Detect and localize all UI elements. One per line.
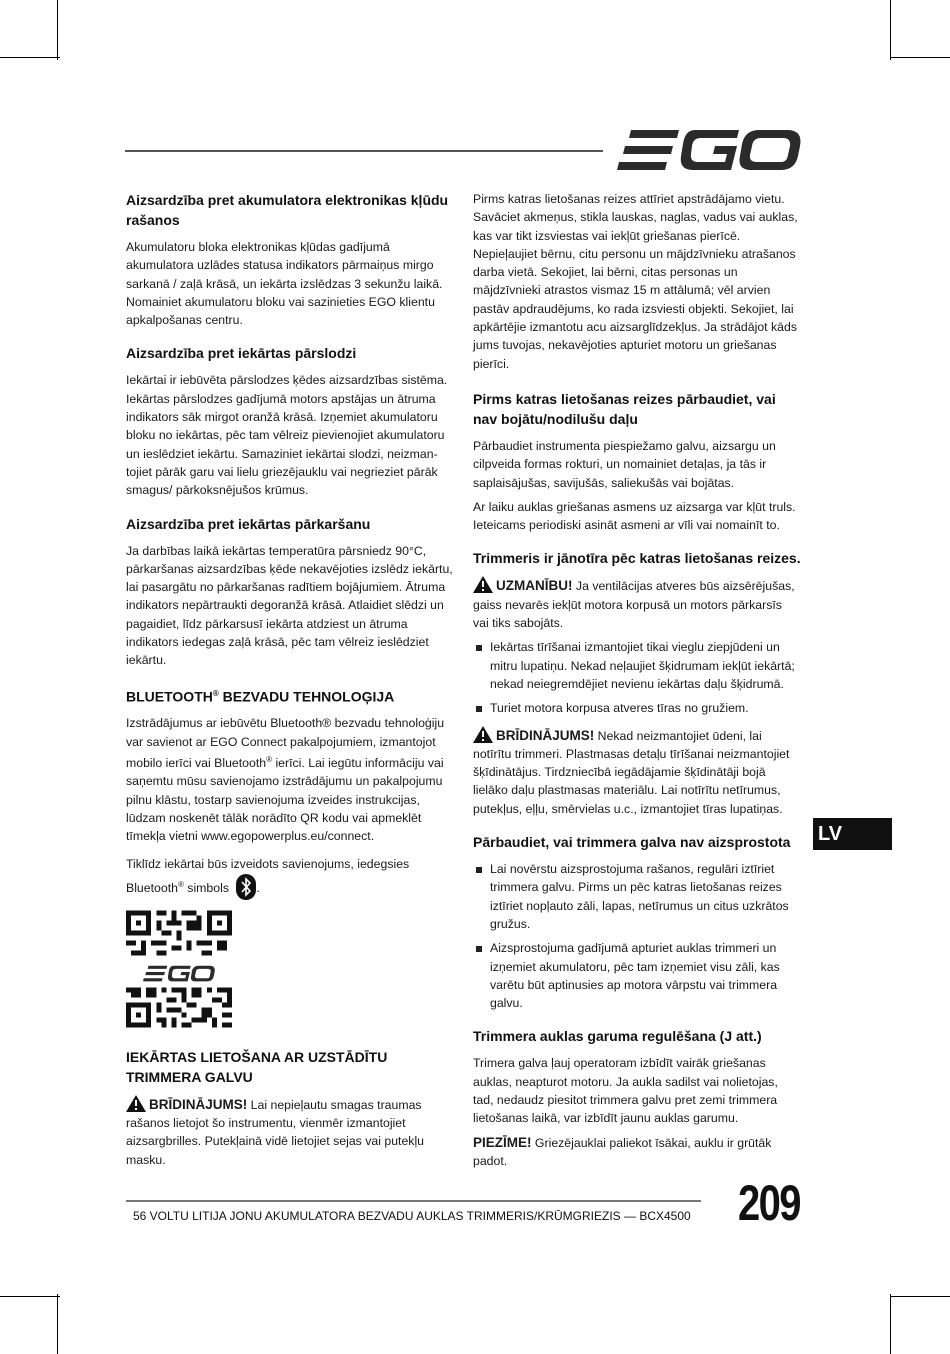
header-rule xyxy=(125,150,603,152)
page-number: 209 xyxy=(738,1175,800,1231)
section-title: Aizsardzība pret akumulatora elektronikas kļūdu rašanos xyxy=(126,192,449,228)
crop-mark xyxy=(0,1296,60,1297)
ego-logo xyxy=(617,128,801,174)
paragraph: Iekārtai ir iebūvēta pārslodzes ķēdes aizsardzības sistēma. Iekārtas pārslodzes gadījumā motors apstājas un ātruma indikators sāk mirgot oranžā krāsā. Izņemiet akumulatoru bloku no iekārtas, pēc tam vēlreiz pievienojiet akumulatoru un ieslēdziet iekārtu. Samaziniet iekārtai slodzi, neizman-tojiet pārāk garu vai lielu griezējauklu vai negrieziet pārāk smagus/ pārkoksnējušos krūmus. xyxy=(126,373,448,498)
paragraph: Pirms katras lietošanas reizes attīriet apstrādājamo vietu. Savāciet akmeņus, stikla lauskas, naglas, vadus vai auklas, kas var tikt izsviestas vai iekļūt griešanas pierīcē. Nepieļaujiet bērnu, citu personu un mājdzīvnieku atrašanos darba vietā. Sekojiet, lai bērni, citas personas un mājdzīvnieki atrastos vismaz 15 m attālumā; vēl arvien pastāv apdraudējums, ko rada izsviesti objekti. Sekojiet, lai apkārtējie izmantotu acu aizsarglīdzekļus. Ja strādājot kāds jums tuvojas, nekavējoties apturiet motoru un griešanas pierīci. xyxy=(473,192,798,371)
crop-mark xyxy=(890,1296,950,1297)
crop-mark xyxy=(57,0,58,60)
paragraph: Tiklīdz iekārtai būs izveidots savienojums, iedegsies Bluetooth® simbols . xyxy=(126,855,454,899)
bullet-list xyxy=(473,860,801,1012)
crop-mark xyxy=(890,0,891,60)
left-column xyxy=(126,190,454,1183)
crop-mark xyxy=(0,57,60,58)
section-bluetooth xyxy=(126,684,454,1033)
list-item: Turiet motora korpusa atveres tīras no gružiem. xyxy=(473,699,801,717)
section-electronics-protection xyxy=(126,190,454,329)
section-title: Trimmera auklas garuma regulēšana (J att.) xyxy=(473,1028,762,1045)
section-title: Pārbaudiet, vai trimmera galva nav aizsprostota xyxy=(473,834,791,851)
section-overload-protection xyxy=(126,343,454,499)
section-title: Trimmeris ir jānotīra pēc katras lietošanas reizes. xyxy=(473,550,801,567)
section-title: BLUETOOTH® BEZVADU TEHNOLOĢIJA xyxy=(126,688,395,705)
note-paragraph: PIEZĪME! Griezējauklai paliekot īsākai, auklu ir grūtāk padot. xyxy=(473,1134,772,1168)
warning-paragraph: BRĪDINĀJUMS! Lai nepieļautu smagas traumas rašanos lietojot šo instrumentu, vienmēr izmantojiet aizsargbrilles. Putekļainā vidē lietojiet sejas vai putekļu masku. xyxy=(126,1096,425,1167)
section-check-worn-parts xyxy=(473,389,801,534)
qr-code xyxy=(126,910,232,1033)
crop-mark xyxy=(890,1294,891,1354)
warning-icon xyxy=(473,576,493,593)
qr-code-bottom xyxy=(126,987,232,1028)
bluetooth-icon xyxy=(236,874,256,900)
section-head-blockage xyxy=(473,832,801,1012)
footer-text: 56 VOLTU LITIJA JONU AKUMULATORA BEZVADU AUKLAS TRIMMERIS/KRŪMGRIEZIS — BCX4500 xyxy=(133,1209,691,1223)
qr-ego-logo xyxy=(140,965,218,983)
right-column xyxy=(473,190,801,1184)
language-tab: LV xyxy=(813,818,892,850)
paragraph: Izstrādājumus ar iebūvētu Bluetooth® bezvadu tehnoloģiju var savienot ar EGO Connect pakalpojumiem, izmantojot mobilo ierīci vai Bluetooth® ierīci. Lai iegūtu informāciju vai saņemtu mūsu savienojamo izstrādājumu un pakalpojumu pilnu klāstu, tostarp savienojuma izveides instrukcijas, lūdzam noskenēt tālāk norādīto QR kodu vai apmeklēt tīmekļa vietni www.egopowerplus.eu/connect. xyxy=(126,716,445,844)
section-title: Pirms katras lietošanas reizes pārbaudiet, vai nav bojātu/nodilušu daļu xyxy=(473,390,776,427)
list-item: Aizsprostojuma gadījumā apturiet auklas trimmeri un izņemiet akumulatoru, pēc tam izņemiet visu zāli, kas varētu būt aptinusies ap motora vārpstu vai trimmera galvu. xyxy=(473,939,801,1012)
paragraph: Trimera galva ļauj operatoram izbīdīt vairāk griešanas auklas, neapturot motoru. Ja aukla sadilst vai nolietojas, tad, nedaudz piesitot trimmera galvu pret zemi trimmera lietošanas laikā, var izbīdīt jaunu auklas garumu. xyxy=(473,1056,778,1126)
section-cleaning xyxy=(473,548,801,818)
warning-icon xyxy=(473,726,493,743)
list-item: Lai novērstu aizsprostojuma rašanos, regulāri iztīriet trimmera galvu. Pirms un pēc katras lietošanas reizes iztīriet nopļauto zāli, lapas, netīrumus un citus uzkrātos gružus. xyxy=(473,860,801,933)
crop-mark xyxy=(57,1294,58,1354)
warning-paragraph: BRĪDINĀJUMS! Nekad neizmantojiet ūdeni, lai notīrītu trimmeri. Plastmasas detaļu tīrīšanai neizmantojiet šķīdinātājus. Tirdzniecībā iegādājamie šķīdinātāji bojā lielāko daļu plastmasas materiālu. Lai notīrītu netīrumus, putekļus, eļļu, smērvielas u.c., izmantojiet tīras lupatiņas. xyxy=(473,727,790,816)
warning-icon xyxy=(126,1095,146,1112)
paragraph: Akumulatoru bloka elektronikas kļūdas gadījumā akumulatora uzlādes statusa indikators pārmaiņus mirgo sarkanā / zaļā krāsā, un iekārta izslēdzas 3 sekunžu laikā. Nomainiet akumulatoru bloku vai sazinieties EGO klientu apkalpošanas centru. xyxy=(126,240,443,328)
footer-rule xyxy=(126,1200,701,1202)
paragraph: Ja darbības laikā iekārtas temperatūra pārsniedz 90°C, pārkaršanas aizsardzības ķēde nekavējoties izslēdz iekārtu, lai pasargātu no pārkaršanas radītiem bojājumiem. Ātruma indikators nepārtraukti degoranžā krāsā. Atlaidiet slēdzi un pagaidiet, līdz pārkarsusī iekārta atdziest un ātruma indikators iedegas zaļā krāsā, pēc tam vēlreiz ieslēdziet iekārtu. xyxy=(126,543,453,668)
section-trimmer-head-use xyxy=(126,1047,454,1169)
paragraph: Ar laiku auklas griešanas asmens uz aizsarga var kļūt truls. Ieteicams periodiski asināt asmeni ar vīli vai nomainīt to. xyxy=(473,499,796,533)
section-title: IEKĀRTAS LIETOŠANA AR UZSTĀDĪTU TRIMMERA GALVU xyxy=(126,1048,388,1085)
crop-mark xyxy=(890,57,950,58)
bullet-list xyxy=(473,638,801,717)
list-item: Iekārtas tīrīšanai izmantojiet tikai vieglu ziepjūdeni un mitru lupatiņu. Nekad neļaujiet šķidrumam iekļūt iekārtā; nekad neiegremdējiet nevienu iekārtas daļu šķidrumā. xyxy=(473,638,801,693)
section-overheat-protection xyxy=(126,514,454,670)
qr-code-top xyxy=(126,910,232,956)
section-title: Aizsardzība pret iekārtas pārkaršanu xyxy=(126,515,371,532)
caution-paragraph: UZMANĪBU! Ja ventilācijas atveres būs aizsērējušas, gaiss nevarēs iekļūt motora korpusā un motors pārkarsīs vai tiks sabojāts. xyxy=(473,578,795,631)
section-title: Aizsardzība pret iekārtas pārslodzi xyxy=(126,345,357,362)
paragraph: Pārbaudiet instrumenta piespiežamo galvu, aizsargu un cilpveida formas rokturi, un nomainiet detaļas, ja tās ir saplaisājušas, savijušās, saliekušās vai bojātas. xyxy=(473,438,776,490)
section-line-adjustment xyxy=(473,1026,801,1170)
